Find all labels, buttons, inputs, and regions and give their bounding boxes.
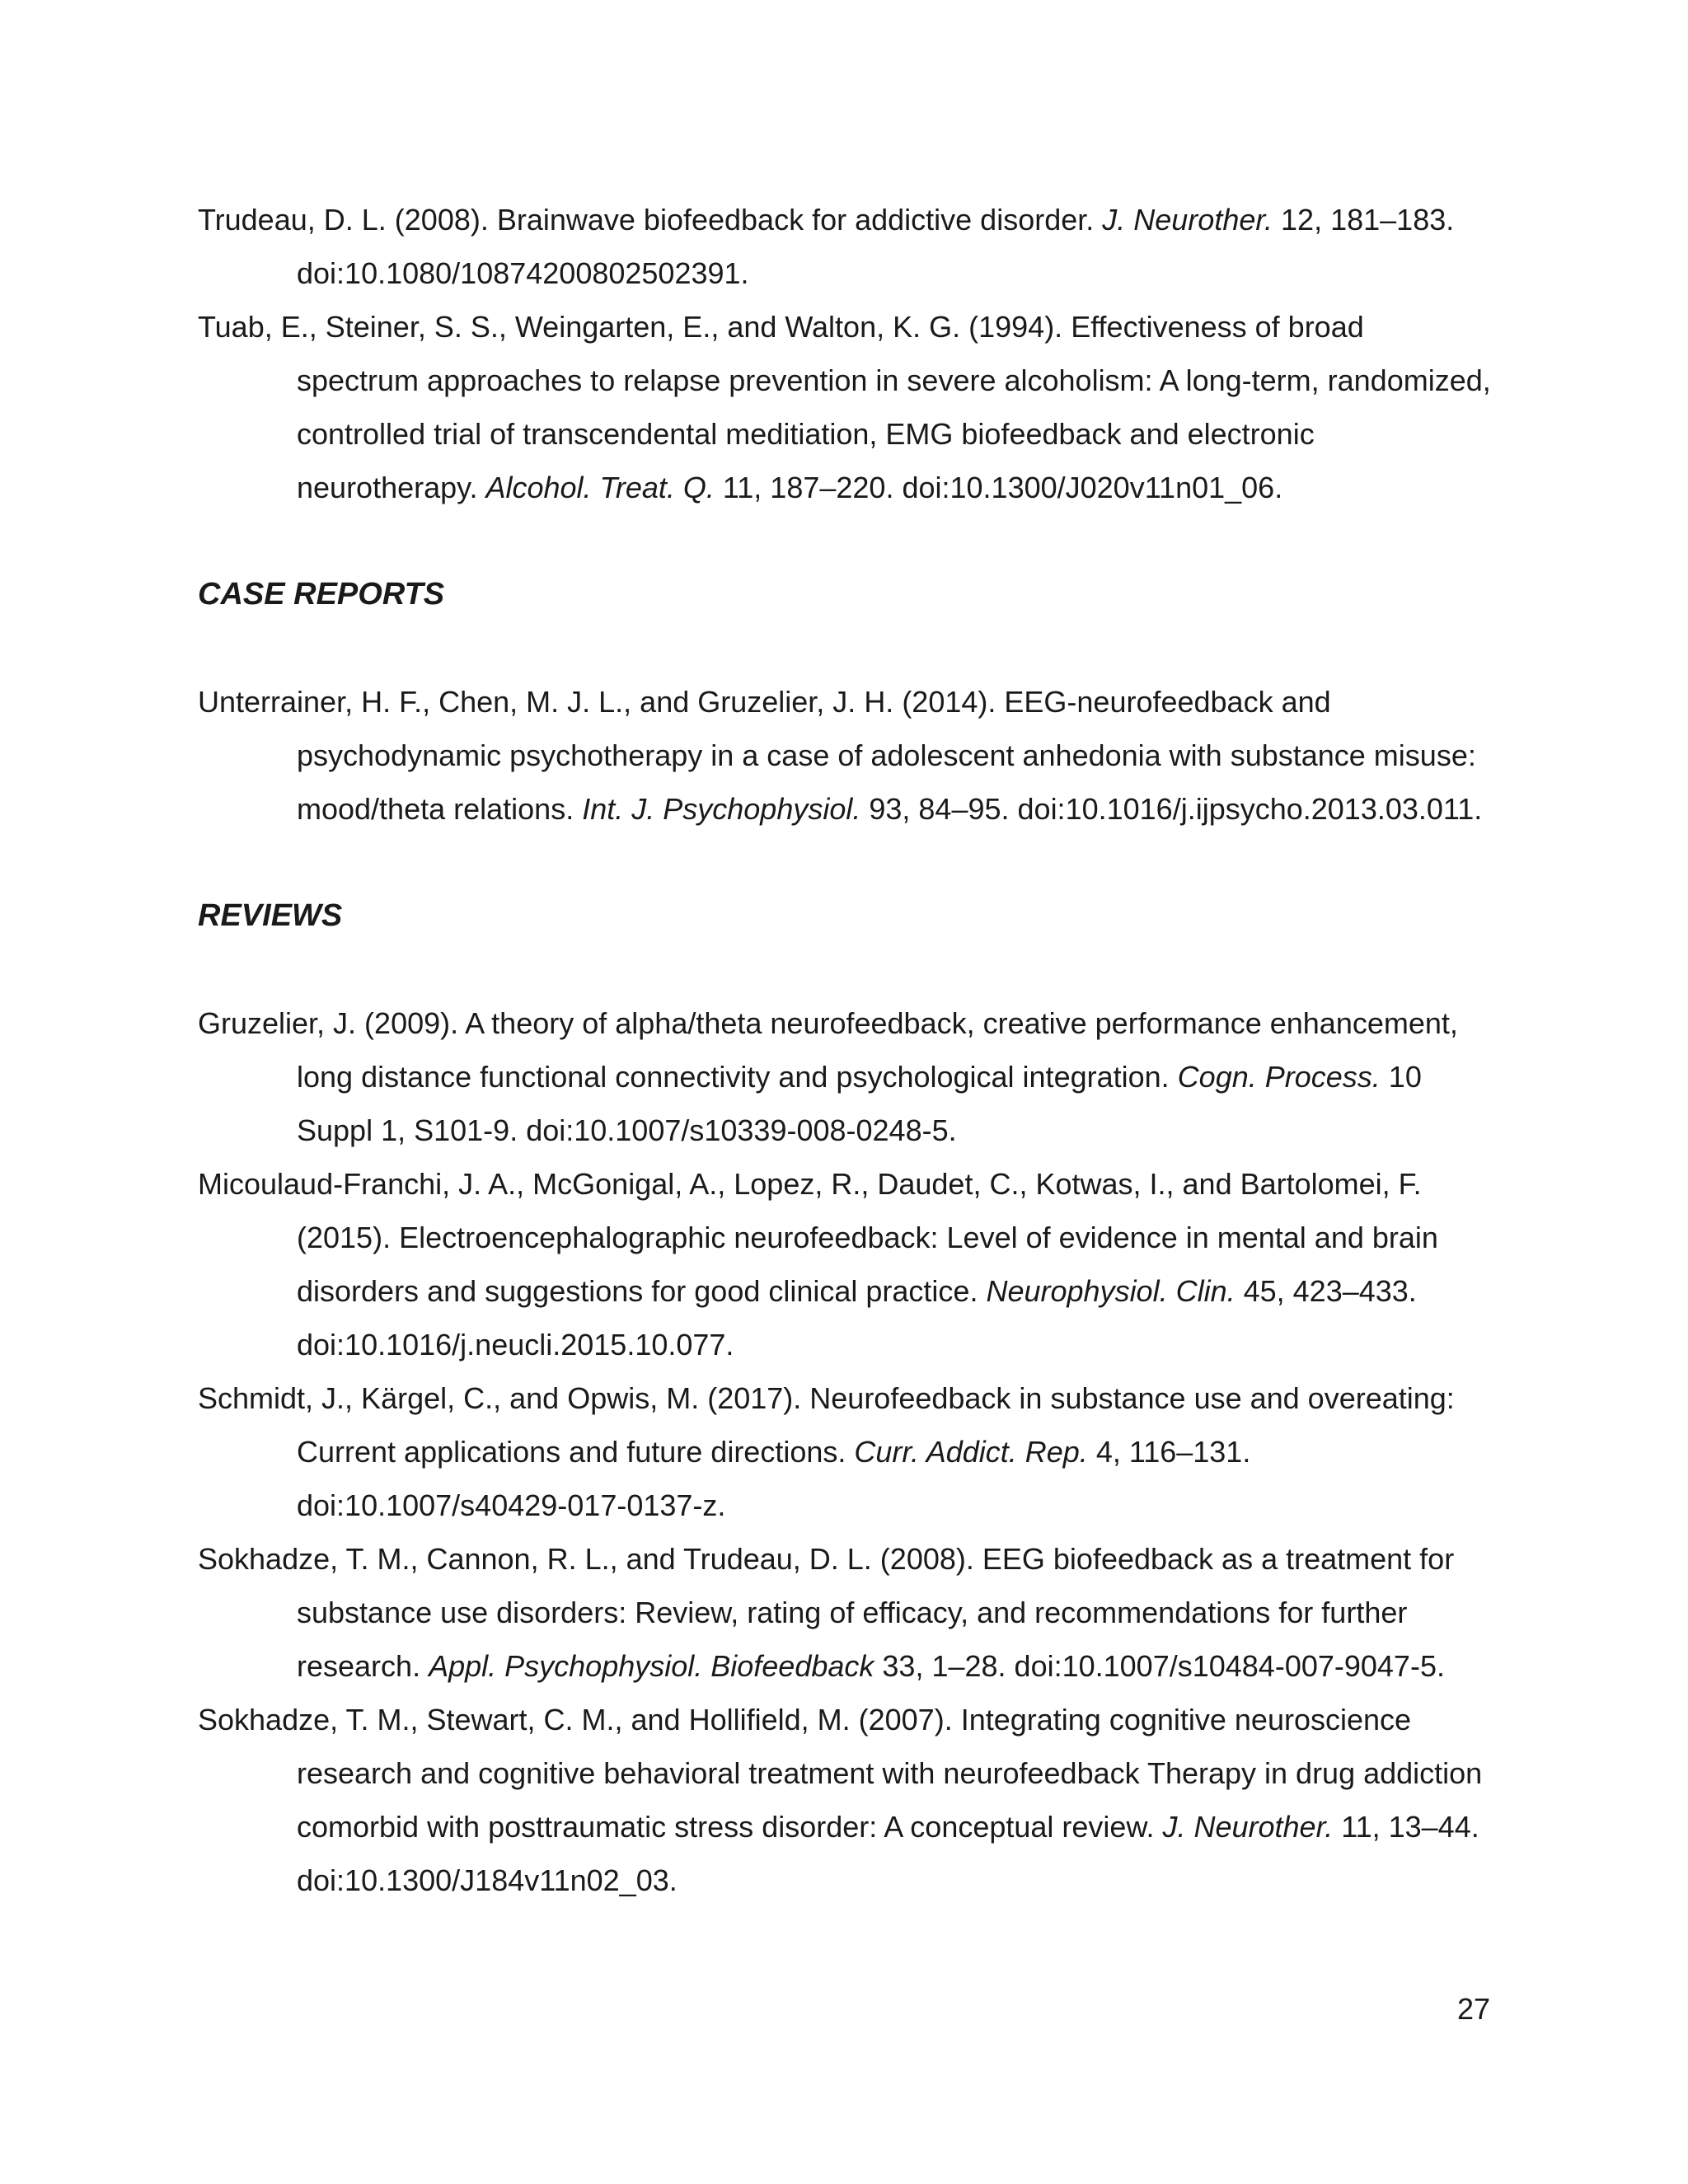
reference-entry: Tuab, E., Steiner, S. S., Weingarten, E., and Walton, K. G. (1994). Effectiveness of broad spectrum approaches to relapse prevention in severe alcoholism: A long-term, randomized, controlled trial of transcendental meditiation, EMG biofeedback and electronic neurotherapy. Alcohol. Treat. Q. 11, 187–220. doi:10.1300/J020v11n01_06.: [198, 310, 1491, 504]
journal-title: Curr. Addict. Rep.: [854, 1435, 1088, 1469]
journal-title: J. Neurother.: [1102, 203, 1273, 237]
reference-entry: Schmidt, J., Kärgel, C., and Opwis, M. (2017). Neurofeedback in substance use and overeating: Current applications and future directions. Curr. Addict. Rep. 4, 116–131. doi:10.1007/s40429-017-0137-z.: [198, 1381, 1455, 1522]
journal-title: J. Neurother.: [1162, 1810, 1334, 1844]
section-heading-reviews: REVIEWS: [198, 898, 343, 933]
section-heading-case-reports: CASE REPORTS: [198, 577, 445, 612]
reference-entry: Trudeau, D. L. (2008). Brainwave biofeedback for addictive disorder. J. Neurother. 12, 181–183. doi:10.1080/10874200802502391.: [198, 203, 1455, 290]
journal-title: Int. J. Psychophysiol.: [582, 792, 861, 826]
reference-entry: Sokhadze, T. M., Cannon, R. L., and Trudeau, D. L. (2008). EEG biofeedback as a treatment for substance use disorders: Review, rating of efficacy, and recommendations for further research. Appl. Psychophysiol. Biofeedback 33, 1–28. doi:10.1007/s10484-007-9047-5.: [198, 1542, 1455, 1683]
reference-entry: Sokhadze, T. M., Stewart, C. M., and Hollifield, M. (2007). Integrating cognitive neuroscience research and cognitive behavioral treatment with neurofeedback Therapy in drug addiction comorbid with posttraumatic stress disorder: A conceptual review. J. Neurother. 11, 13–44. doi:10.1300/J184v11n02_03.: [198, 1703, 1483, 1897]
journal-title: Appl. Psychophysiol. Biofeedback: [429, 1649, 874, 1683]
journal-title: Neurophysiol. Clin.: [986, 1274, 1236, 1308]
journal-title: Cogn. Process.: [1177, 1060, 1381, 1094]
reference-entry: Gruzelier, J. (2009). A theory of alpha/theta neurofeedback, creative performance enhancement, long distance functional connectivity and psychological integration. Cogn. Process. 10 Suppl 1, S101-9. doi:10.1007/s10339-008-0248-5.: [198, 1006, 1458, 1147]
journal-title: Alcohol. Treat. Q.: [485, 471, 715, 504]
page-number: 27: [1456, 1992, 1490, 2026]
reference-entry: Micoulaud-Franchi, J. A., McGonigal, A., Lopez, R., Daudet, C., Kotwas, I., and Bartolomei, F. (2015). Electroencephalographic neurofeedback: Level of evidence in mental and brain disorders and suggestions for good clinical practice. Neurophysiol. Clin. 45, 423–433. doi:10.1016/j.neucli.2015.10.077.: [198, 1167, 1438, 1361]
reference-entry: Unterrainer, H. F., Chen, M. J. L., and Gruzelier, J. H. (2014). EEG-neurofeedback and psychodynamic psychotherapy in a case of adolescent anhedonia with substance misuse: mood/theta relations. Int. J. Psychophysiol. 93, 84–95. doi:10.1016/j.ijpsycho.2013.03.011.: [198, 685, 1483, 826]
reference-list: [198, 193, 1492, 1907]
